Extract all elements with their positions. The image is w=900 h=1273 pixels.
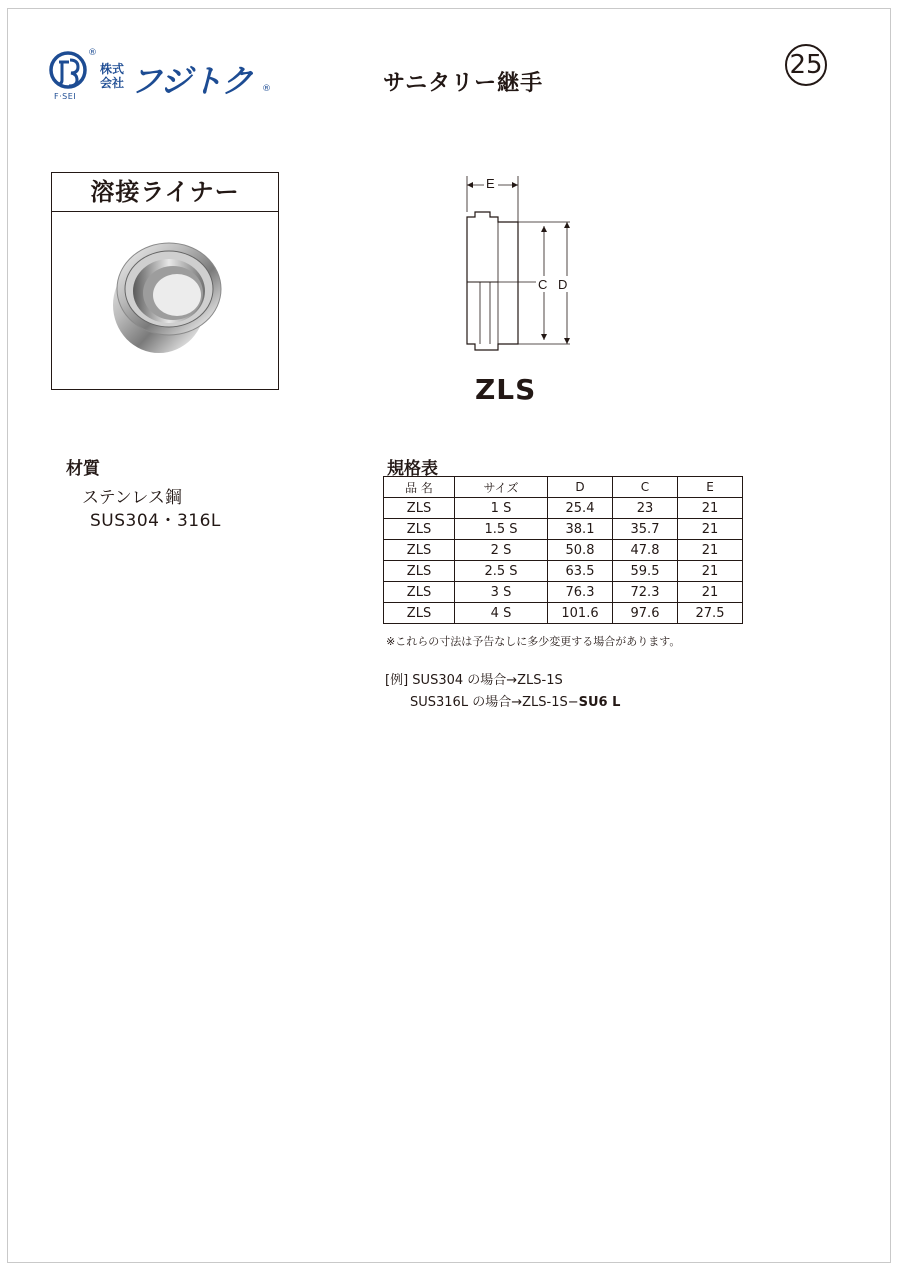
logo-kabushikigaisha: 株式会社 [100,62,125,90]
table-cell: 25.4 [548,498,613,519]
table-row [384,498,743,519]
table-cell: 72.3 [613,582,678,603]
table-cell: ZLS [384,519,455,540]
product-name: 溶接ライナー [52,173,278,212]
dimension-note: ※これらの寸法は予告なしに多少変更する場合があります。 [386,635,681,648]
table-cell: ZLS [384,561,455,582]
table-cell: 2 S [455,540,548,561]
table-cell: ZLS [384,603,455,624]
material-name: ステンレス鋼 [82,488,182,508]
welding-liner-photo [97,233,237,353]
spec-table-heading: 規格表 [387,459,438,479]
column-header: 品 名 [384,477,455,498]
table-cell: 59.5 [613,561,678,582]
table-cell: ZLS [384,540,455,561]
table-cell: 27.5 [678,603,743,624]
table-cell: ZLS [384,498,455,519]
dim-label-e: E [486,176,495,191]
dim-label-d: D [558,277,568,292]
table-cell: 38.1 [548,519,613,540]
material-grade: SUS304・316L [90,511,221,531]
table-cell: 4 S [455,603,548,624]
table-cell: 2.5 S [455,561,548,582]
table-cell: 1 S [455,498,548,519]
example-line-1: SUS304 の場合→ZLS-1S [412,673,563,688]
table-cell: 23 [613,498,678,519]
table-cell: 76.3 [548,582,613,603]
table-cell: 47.8 [613,540,678,561]
column-header: D [548,477,613,498]
table-cell: 63.5 [548,561,613,582]
table-cell: 21 [678,498,743,519]
example-line-2-suffix: SU6 L [578,695,621,710]
table-cell: ZLS [384,582,455,603]
spec-table [383,476,743,624]
table-cell: 35.7 [613,519,678,540]
table-cell: 97.6 [613,603,678,624]
page-title: サニタリー継手 [383,71,544,96]
dim-label-c: C [538,277,548,292]
table-cell: 50.8 [548,540,613,561]
table-row [384,582,743,603]
table-cell: 1.5 S [455,519,548,540]
page-number: 25 [785,44,827,86]
example-label: [例] [385,673,409,688]
table-row [384,540,743,561]
company-logo [48,50,278,106]
logo-company-name: フジトク [130,62,253,100]
example-line-2: SUS316L の場合→ZLS-1S− [410,695,579,710]
table-row [384,561,743,582]
table-header-row [384,477,743,498]
table-row [384,519,743,540]
column-header: C [613,477,678,498]
column-header: E [678,477,743,498]
material-heading: 材質 [66,459,100,479]
column-header: サイズ [455,477,548,498]
table-cell: 21 [678,540,743,561]
order-example [385,670,620,714]
registered-mark-2: ® [262,84,271,94]
registered-mark: ® [88,48,97,58]
logo-subtext: F·SEI [54,92,77,101]
dimension-drawing [440,172,600,362]
model-code: ZLS [475,373,537,406]
table-cell: 3 S [455,582,548,603]
table-row [384,603,743,624]
table-cell: 21 [678,561,743,582]
table-cell: 21 [678,582,743,603]
product-box [51,172,279,390]
table-cell: 21 [678,519,743,540]
table-cell: 101.6 [548,603,613,624]
